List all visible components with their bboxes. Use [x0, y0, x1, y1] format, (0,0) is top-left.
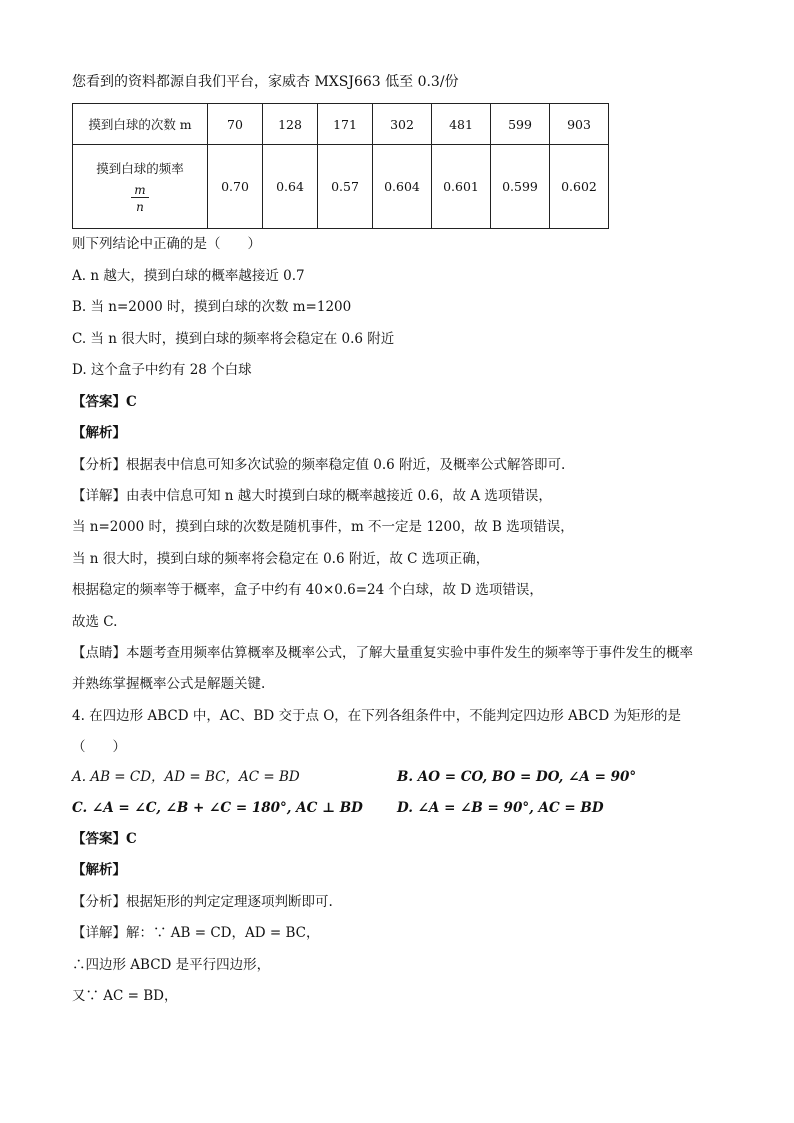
- q4-option-b: B. AO = CO, BO = DO, ∠A = 90°: [397, 769, 637, 785]
- table-cell: 0.604: [373, 145, 432, 229]
- table-cell: 70: [208, 104, 263, 145]
- table-cell: 302: [373, 104, 432, 145]
- table-cell: 128: [263, 104, 318, 145]
- q3-detail-line: 当 n=2000 时，摸到白球的次数是随机事件，m 不一定是 1200，故 B 选项错误，: [72, 519, 574, 535]
- q3-option-c: C. 当 n 很大时，摸到白球的频率将会稳定在 0.6 附近: [72, 331, 395, 347]
- q3-comment-line: 【点睛】本题考查用频率估算概率及概率公式，了解大量重复实验中事件发生的频率等于事件发生的概率: [72, 645, 693, 661]
- table-cell: 171: [318, 104, 373, 145]
- q3-analysis: 【分析】根据表中信息可知多次试验的频率稳定值 0.6 附近，及概率公式解答即可.: [72, 457, 566, 473]
- q3-option-d: D. 这个盒子中约有 28 个白球: [72, 362, 252, 378]
- table-cell-label: 摸到白球的次数 m: [73, 104, 208, 145]
- fraction-denominator: n: [136, 200, 144, 214]
- q3-answer: 【答案】C: [72, 394, 137, 410]
- table-cell: 0.601: [432, 145, 491, 229]
- fraction-numerator: m: [131, 183, 148, 198]
- q3-comment-line: 并熟练掌握概率公式是解题关键.: [72, 676, 266, 692]
- table-cell: 903: [550, 104, 609, 145]
- table-cell: 0.57: [318, 145, 373, 229]
- q4-question: 4. 在四边形 ABCD 中，AC、BD 交于点 O，在下列各组条件中，不能判定四边形 ABCD 为矩形的是: [72, 708, 681, 724]
- q3-analysis-heading: 【解析】: [72, 425, 126, 441]
- table-cell: 0.64: [263, 145, 318, 229]
- q4-option-d: D. ∠A = ∠B = 90°, AC = BD: [397, 800, 604, 816]
- table-row: [73, 145, 609, 229]
- table-cell: 0.70: [208, 145, 263, 229]
- q3-option-a: A. n 越大，摸到白球的概率越接近 0.7: [72, 268, 305, 284]
- q4-analysis-heading: 【解析】: [72, 862, 126, 878]
- q4-paren: （ ）: [72, 739, 126, 755]
- q3-detail-line: 当 n 很大时，摸到白球的频率将会稳定在 0.6 附近，故 C 选项正确，: [72, 551, 490, 567]
- frequency-label: 摸到白球的频率: [96, 161, 184, 176]
- table-row: [73, 104, 609, 145]
- page-header: 您看到的资料都源自我们平台，家威杏 MXSJ663 低至 0.3/份: [72, 74, 459, 90]
- q4-detail-line: ∴四边形 ABCD 是平行四边形，: [72, 957, 271, 973]
- q3-detail-line: 【详解】由表中信息可知 n 越大时摸到白球的概率越接近 0.6，故 A 选项错误，: [72, 488, 552, 504]
- frequency-table: [72, 103, 609, 229]
- q3-option-b: B. 当 n=2000 时，摸到白球的次数 m=1200: [72, 299, 352, 315]
- q4-analysis: 【分析】根据矩形的判定定理逐项判断即可.: [72, 894, 333, 910]
- q4-detail-line: 【详解】解：∵ AB = CD，AD = BC，: [72, 925, 320, 941]
- table-cell: 0.602: [550, 145, 609, 229]
- table-cell: 0.599: [491, 145, 550, 229]
- q3-question: 则下列结论中正确的是（ ）: [72, 236, 261, 252]
- q4-option-c: C. ∠A = ∠C, ∠B + ∠C = 180°, AC ⊥ BD: [72, 800, 363, 816]
- fraction-m-over-n: [131, 183, 148, 214]
- q4-detail-line: 又∵ AC = BD，: [72, 988, 178, 1004]
- q3-detail-line: 根据稳定的频率等于概率，盒子中约有 40×0.6=24 个白球，故 D 选项错误，: [72, 582, 543, 598]
- q4-option-a: A. AB = CD，AD = BC，AC = BD: [72, 769, 300, 785]
- q4-answer: 【答案】C: [72, 831, 137, 847]
- table-cell: 599: [491, 104, 550, 145]
- q3-detail-line: 故选 C.: [72, 614, 118, 630]
- table-cell-label: [73, 145, 208, 229]
- table-cell: 481: [432, 104, 491, 145]
